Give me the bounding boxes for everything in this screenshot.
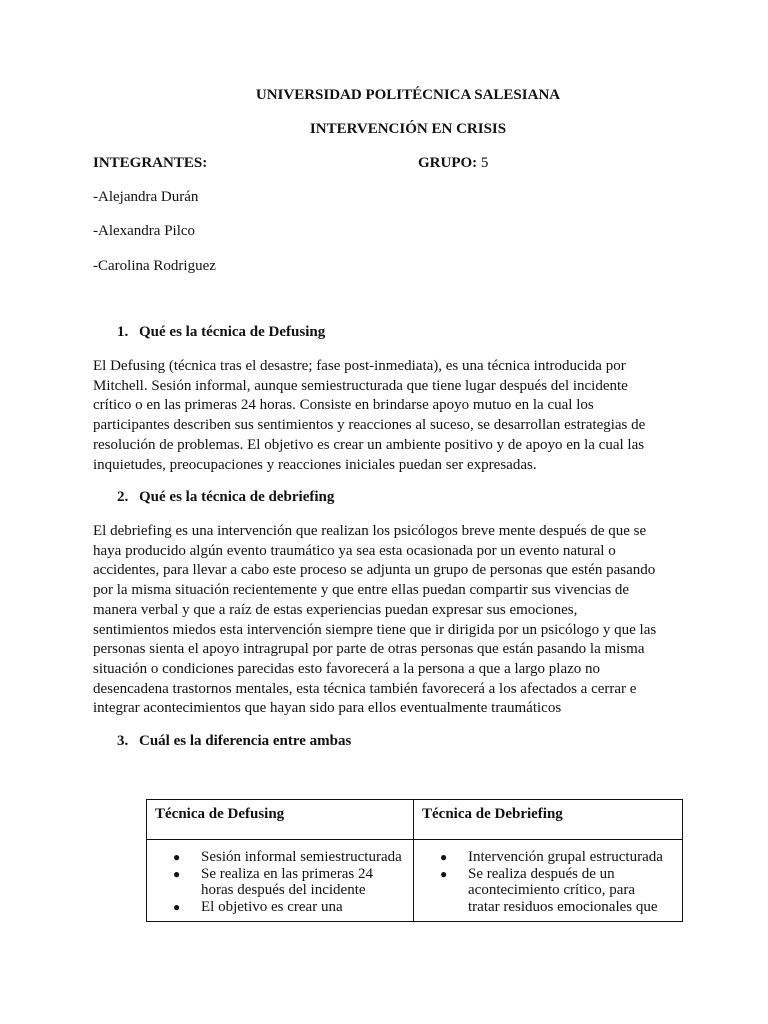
paragraph-line: desencadena trastornos mentales, esta técnica también favorecerá a los afectados a cerrar e: [93, 680, 637, 697]
section-number: 2.: [117, 489, 129, 505]
list-item-text: Se realiza después de un: [468, 865, 615, 882]
table-cell-debriefing: [414, 840, 683, 922]
list-item-text: horas después del incidente: [201, 882, 366, 898]
bullet-icon: ●: [173, 850, 181, 864]
table-header-row: [147, 800, 683, 840]
member-name: -Carolina Rodriguez: [93, 258, 216, 274]
paragraph-line: manera verbal y que a raíz de estas experiencias puedan expresar sus emociones,: [93, 601, 578, 618]
list-item: [440, 865, 682, 916]
paragraph-line: crítico o en las primeras 24 horas. Consiste en brindarse apoyo mutuo en la cual los: [93, 397, 594, 414]
comparison-table: [146, 799, 683, 922]
section-title: Qué es la técnica de debriefing: [139, 489, 335, 505]
paragraph-line: El debriefing es una intervención que realizan los psicólogos breve mente después de que se: [93, 523, 647, 539]
list-item-text: Se realiza en las primeras 24: [201, 865, 374, 882]
paragraph-line: por la misma situación recientemente y que entre ellas puedan compartir sus vivencias de: [93, 582, 630, 599]
section-heading: [117, 733, 351, 750]
paragraph-line: inquietudes, preocupaciones y reacciones iniciales puedan ser expresadas.: [93, 456, 537, 473]
list-item: [173, 865, 413, 899]
bullet-icon: ●: [173, 899, 181, 914]
paragraph-line: situación o condiciones parecidas esto favorecerá a la persona a que a largo plazo no: [93, 660, 601, 677]
list-item-text: El objetivo es crear una: [201, 898, 343, 915]
university-title: UNIVERSIDAD POLITÉCNICA SALESIANA: [255, 87, 561, 103]
paragraph-line: integrar acontecimientos que hayan sido para ellos eventualmente traumáticos: [93, 700, 562, 717]
list-item-text: Intervención grupal estructurada: [468, 849, 663, 865]
section-heading: [117, 324, 325, 341]
section-number: 3.: [117, 733, 129, 749]
paragraph-line: sentimientos miedos esta intervención siempre tiene que ir dirigida por un psicólogo y que las: [93, 621, 657, 638]
paragraph-line: El Defusing (técnica tras el desastre; fase post-inmediata), es una técnica introducida por: [93, 358, 626, 374]
section-heading: [117, 489, 334, 506]
table-cell-defusing: [147, 840, 414, 922]
group-value: 5: [480, 155, 489, 171]
paragraph-line: accidentes, para llevar a cabo este proceso se adjunta un grupo de personas que estén pasando: [93, 562, 656, 579]
list-item-text: tratar residuos emocionales que: [468, 898, 658, 915]
table-row: [147, 840, 683, 922]
members-label: INTEGRANTES:: [93, 155, 208, 171]
section-title: Qué es la técnica de Defusing: [139, 324, 326, 340]
bullet-list: [147, 849, 413, 915]
paragraph-line: personas sienta el apoyo intragrupal por parte de otras personas que están pasando la misma: [93, 641, 645, 658]
section-number: 1.: [117, 324, 129, 340]
section-paragraph: [93, 522, 693, 719]
paragraph-line: Mitchell. Sesión informal, aunque semiestructurada que tiene lugar después del incidente: [93, 377, 628, 394]
paragraph-line: participantes describen sus sentimientos y reacciones al suceso, se desarrollan estrategias de: [93, 417, 646, 434]
section-title: Cuál es la diferencia entre ambas: [139, 733, 352, 749]
member-name: -Alexandra Pilco: [93, 223, 196, 239]
list-item: [173, 849, 413, 866]
table-header-debriefing: Técnica de Debriefing: [414, 800, 683, 840]
paragraph-line: resolución de problemas. El objetivo es crear un ambiente positivo y de apoyo en la cual las: [93, 436, 645, 453]
paragraph-line: haya producido algún evento traumático ya sea esta ocasionada por un evento natural o: [93, 542, 616, 559]
list-item: [440, 849, 682, 866]
subject-title: INTERVENCIÓN EN CRISIS: [309, 121, 507, 137]
list-item: [173, 898, 413, 916]
bullet-icon: ●: [173, 866, 181, 881]
bullet-icon: ●: [440, 850, 448, 864]
list-item-text: Sesión informal semiestructurada: [201, 849, 402, 865]
list-item-text: acontecimiento crítico, para: [468, 882, 635, 898]
group-line: [418, 155, 488, 172]
table-header-defusing: Técnica de Defusing: [147, 800, 414, 840]
bullet-list: [414, 849, 682, 915]
member-name: -Alejandra Durán: [93, 189, 199, 205]
section-paragraph: [93, 357, 693, 475]
bullet-icon: ●: [440, 866, 448, 881]
group-label: GRUPO:: [418, 155, 478, 171]
